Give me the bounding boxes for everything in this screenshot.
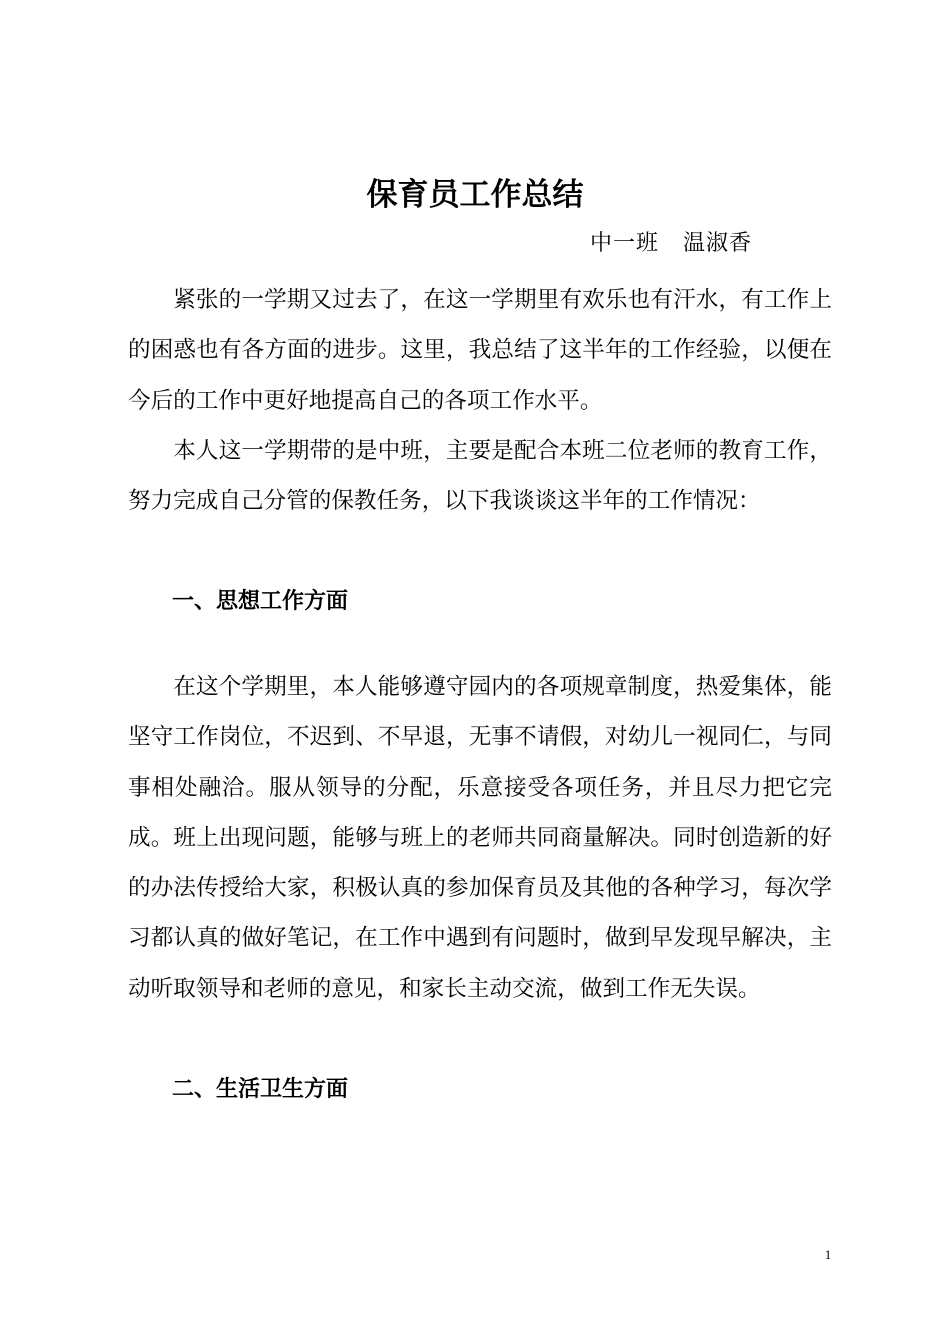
scope-paragraph: 本人这一学期带的是中班，主要是配合本班二位老师的教育工作，努力完成自己分管的保教任务，以下我谈谈这半年的工作情况： bbox=[128, 438, 832, 515]
section-heading-hygiene: 二、生活卫生方面 bbox=[172, 1077, 349, 1102]
document-title: 保育员工作总结 bbox=[366, 177, 584, 213]
section-heading-thought-work: 一、思想工作方面 bbox=[172, 589, 349, 614]
author-byline: 中一班 温淑香 bbox=[590, 231, 752, 256]
section-paragraph-thought-work: 在这个学期里，本人能够遵守园内的各项规章制度，热爱集体，能坚守工作岗位，不迟到、不早退，无事不请假，对幼儿一视同仁，与同事相处融洽。服从领导的分配，乐意接受各项任务，并且尽力把它完成。班上出现问题，能够与班上的老师共同商量解决。同时创造新的好的办法传授给大家，积极认真的参加保育员及其他的各种学习，每次学习都认真的做好笔记，在工作中遇到有问题时，做到早发现早解决，主动听取领导和老师的意见，和家长主动交流，做到工作无失误。 bbox=[128, 674, 832, 1002]
page-number: 1 bbox=[824, 1247, 832, 1262]
intro-paragraph: 紧张的一学期又过去了，在这一学期里有欢乐也有汗水，有工作上的困惑也有各方面的进步。这里，我总结了这半年的工作经验，以便在今后的工作中更好地提高自己的各项工作水平。 bbox=[128, 287, 832, 414]
